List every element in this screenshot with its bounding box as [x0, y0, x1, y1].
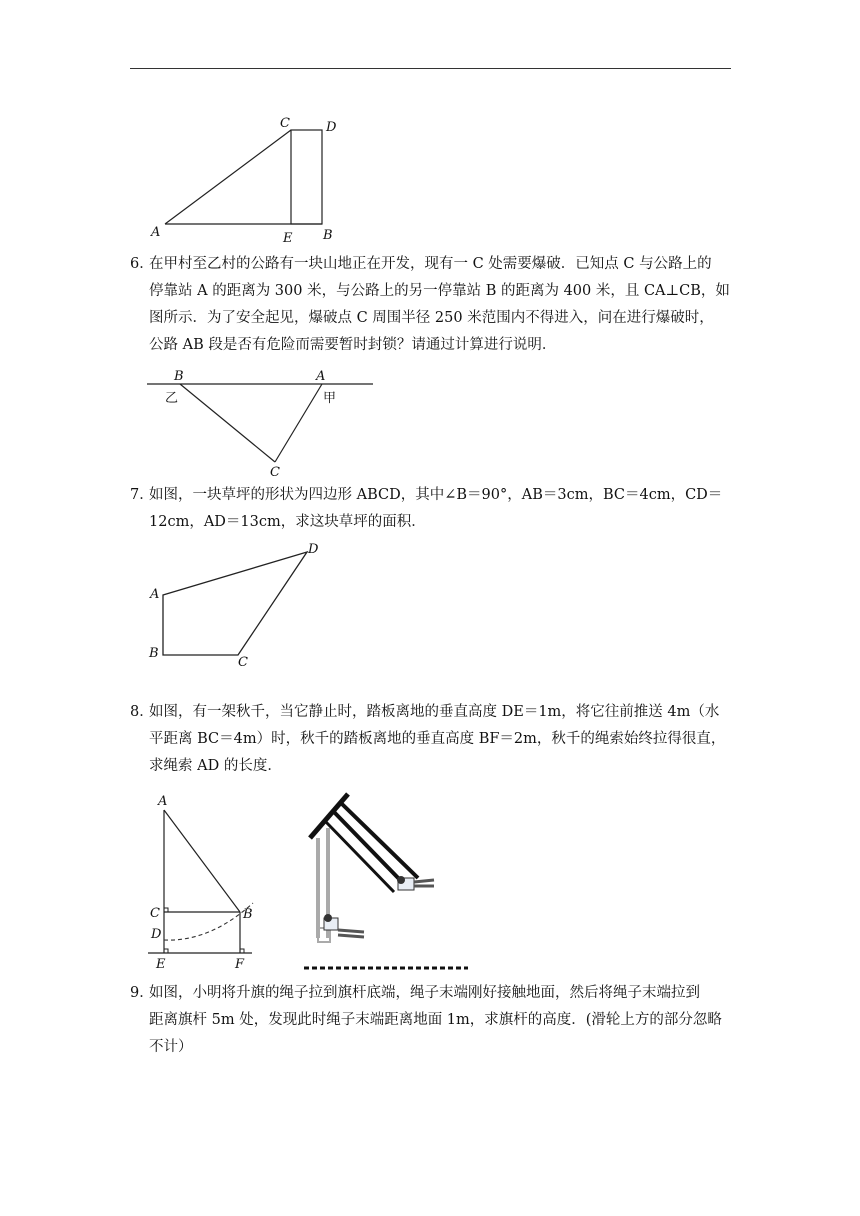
label-B: B [149, 646, 159, 661]
problem-9 [130, 980, 731, 1061]
label-village-yi: 乙 [165, 391, 179, 406]
label-D: D [326, 120, 337, 135]
label-B: B [243, 907, 253, 922]
problem-line: 如图，小明将升旗的绳子拉到旗杆底端，绳子末端刚好接触地面，然后将绳子末端拉到 [149, 985, 700, 1001]
figure-rectangle-triangle [140, 110, 360, 245]
label-C: C [150, 906, 160, 921]
problem-6 [130, 251, 731, 359]
label-A: A [316, 369, 326, 384]
label-D: D [308, 542, 319, 557]
problem-line: 求绳索 AD 的长度． [149, 758, 282, 774]
figure-swing-geometry [140, 790, 265, 975]
label-B: B [174, 369, 184, 384]
problem-line: 如图，一块草坪的形状为四边形 ABCD，其中∠B＝90°，AB＝3cm，BC＝4cm，CD＝ [149, 487, 723, 503]
problem-line: 图所示．为了安全起见，爆破点 C 周围半径 250 米范围内不得进入，问在进行爆破时， [149, 310, 714, 326]
label-D: D [151, 927, 162, 942]
problem-7 [130, 482, 731, 536]
label-C: C [270, 465, 280, 480]
label-B: B [323, 228, 333, 243]
problem-number: 6． [130, 256, 154, 272]
problem-line: 在甲村至乙村的公路有一块山地正在开发，现有一 C 处需要爆破．已知点 C 与公路上的 [149, 256, 712, 272]
label-C: C [280, 116, 290, 131]
figure-quadrilateral-lawn [140, 538, 340, 673]
problem-line: 距离旗杆 5m 处，发现此时绳子末端距离地面 1m，求旗杆的高度．(滑轮上方的部分忽略 [149, 1012, 722, 1028]
problem-line: 停靠站 A 的距离为 300 米，与公路上的另一停靠站 B 的距离为 400 米，且 CA⊥CB，如 [149, 283, 730, 299]
problem-8 [130, 699, 731, 780]
problem-line: 平距离 BC＝4m）时，秋千的踏板离地的垂直高度 BF＝2m，秋千的绳索始终拉得很直， [149, 731, 726, 747]
swing-illustration [298, 788, 473, 973]
label-A: A [150, 587, 160, 602]
problem-number: 9． [130, 985, 154, 1001]
label-E: E [156, 957, 166, 972]
figure-road-blast-point [145, 368, 380, 480]
label-F: F [235, 957, 245, 972]
label-E: E [283, 231, 293, 245]
label-C: C [238, 655, 248, 670]
label-A: A [151, 225, 161, 240]
problem-line: 如图，有一架秋千，当它静止时，踏板离地的垂直高度 DE＝1m，将它往前推送 4m（水 [149, 704, 720, 720]
label-village-jia: 甲 [323, 391, 337, 406]
problem-line: 12cm，AD＝13cm，求这块草坪的面积． [149, 514, 426, 530]
problem-line: 公路 AB 段是否有危险而需要暂时封锁？请通过计算进行说明． [149, 337, 557, 353]
problem-number: 8． [130, 704, 154, 720]
label-A: A [158, 794, 168, 809]
problem-line: 不计） [149, 1039, 193, 1055]
problem-number: 7． [130, 487, 154, 503]
header-rule [130, 68, 731, 69]
